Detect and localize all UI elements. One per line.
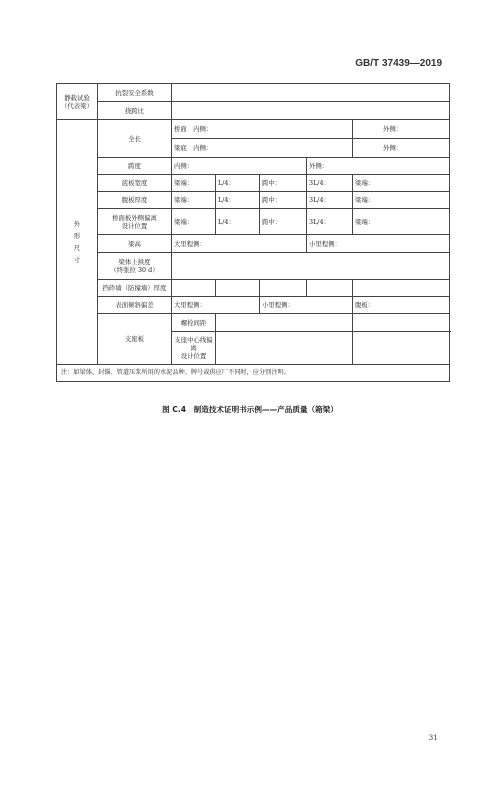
deck-outer-offset-label: 桥面板外侧偏离 设计位置 — [98, 209, 172, 235]
bolt-spacing-2[interactable] — [353, 314, 450, 332]
bottom-slab-width-mid[interactable]: 跨中： — [260, 175, 307, 192]
beam-height-small[interactable]: 小里程侧： — [307, 235, 450, 253]
outer-side-label: 外侧： — [383, 144, 403, 152]
bolt-spacing-1[interactable] — [216, 314, 353, 332]
beam-camber-label: 梁体上拱度 （终张拉 30 d） — [98, 253, 172, 280]
deck-outer-offset-3l4[interactable]: 3L/4： — [307, 209, 353, 235]
deck-full-length-outer[interactable] — [353, 120, 450, 139]
bottom-full-length-outer[interactable] — [353, 139, 450, 158]
inner-side-label: 内侧： — [174, 162, 194, 170]
ballast-wall-5[interactable] — [353, 280, 450, 297]
deck-full-length-inner[interactable] — [172, 120, 353, 139]
support-center-offset-1[interactable] — [216, 332, 353, 365]
bottom-slab-width-3l4[interactable]: 3L/4： — [307, 175, 353, 192]
inner-side-label: 内侧： — [193, 144, 213, 152]
surface-tilt-large[interactable]: 大里程侧： — [172, 297, 260, 314]
bottom-slab-width-l4[interactable]: L/4： — [216, 175, 260, 192]
page-number: 31 — [428, 733, 438, 742]
bottom-slab-width-end2[interactable]: 梁端： — [353, 175, 450, 192]
outer-side-label: 外侧： — [309, 162, 329, 170]
deck-outer-offset-mid[interactable]: 跨中： — [260, 209, 307, 235]
ballast-wall-1[interactable] — [172, 280, 216, 297]
surface-tilt-web[interactable]: 腹板： — [353, 297, 450, 314]
bottom-full-length-inner[interactable] — [172, 139, 353, 158]
figure-caption: 图 C.4 制造技术证明书示例——产品质量（箱梁） — [162, 405, 338, 414]
deck-surface-label: 桥面 — [174, 125, 187, 133]
ballast-wall-2[interactable] — [216, 280, 260, 297]
web-thickness-end1[interactable]: 梁端： — [172, 192, 216, 209]
beam-height-large[interactable]: 大里程侧： — [172, 235, 307, 253]
web-thickness-mid[interactable]: 跨中： — [260, 192, 307, 209]
ballast-wall-thickness-label: 挡砟墙（防撞墙）厚度 — [98, 280, 172, 297]
web-thickness-label: 腹板厚度 — [98, 192, 172, 209]
web-thickness-3l4[interactable]: 3L/4： — [307, 192, 353, 209]
crack-safety-factor-value[interactable] — [172, 84, 450, 102]
bottom-slab-width-label: 底板宽度 — [98, 175, 172, 192]
ballast-wall-4[interactable] — [307, 280, 353, 297]
span-label: 跨度 — [98, 158, 172, 175]
beam-bottom-label: 梁底 — [174, 144, 187, 152]
bolt-spacing-label: 螺栓间距 — [172, 314, 216, 332]
web-thickness-l4[interactable]: L/4： — [216, 192, 260, 209]
web-thickness-end2[interactable]: 梁端： — [353, 192, 450, 209]
surface-tilt-small[interactable]: 小里程侧： — [260, 297, 353, 314]
deck-outer-offset-l4[interactable]: L/4： — [216, 209, 260, 235]
span-outer[interactable] — [307, 158, 450, 175]
deck-outer-offset-end1[interactable]: 梁端： — [172, 209, 216, 235]
support-center-offset-label: 支座中心线偏离 设计位置 — [172, 332, 216, 365]
surface-tilt-offset-label: 表面倾斜偏差 — [98, 297, 172, 314]
deck-outer-offset-end2[interactable]: 梁端： — [353, 209, 450, 235]
ballast-wall-3[interactable] — [260, 280, 307, 297]
crack-safety-factor-label: 抗裂安全系数 — [98, 84, 172, 102]
shape-size-label: 外 形 尺 寸 — [57, 120, 98, 365]
table-note: 注：如梁体、封锚、管道压浆所用的水泥品种、牌号或供应厂不同时，应分别注明。 — [57, 365, 450, 382]
beam-camber-value[interactable] — [172, 253, 450, 280]
static-test-label: 静载试验 （代表梁） — [57, 84, 98, 120]
deflection-ratio-label: 挠跨比 — [98, 102, 172, 120]
bottom-slab-width-end1[interactable]: 梁端： — [172, 175, 216, 192]
beam-height-label: 梁高 — [98, 235, 172, 253]
outer-side-label: 外侧： — [383, 125, 403, 133]
full-length-label: 全长 — [98, 120, 172, 158]
deflection-ratio-value[interactable] — [172, 102, 450, 120]
support-center-offset-2[interactable] — [353, 332, 450, 365]
support-plate-label: 支座板 — [98, 314, 172, 365]
standard-code: GB/T 37439—2019 — [355, 58, 442, 69]
product-quality-table — [56, 83, 450, 382]
span-inner[interactable] — [172, 158, 307, 175]
inner-side-label: 内侧： — [193, 125, 213, 133]
